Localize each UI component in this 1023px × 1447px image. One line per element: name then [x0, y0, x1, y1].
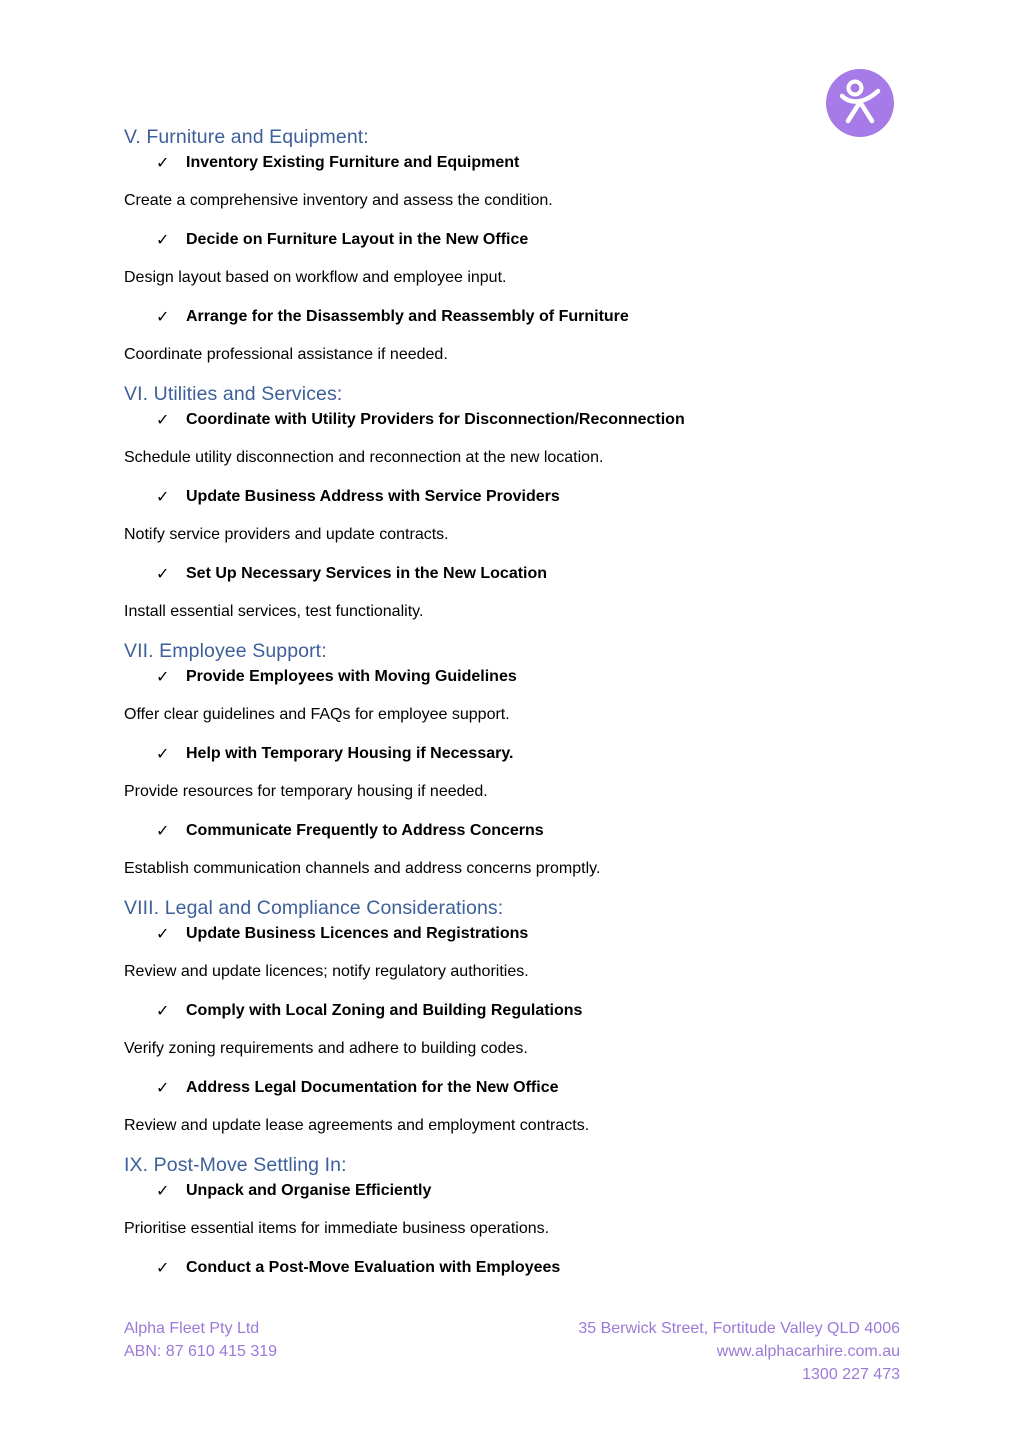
checkmark-icon: ✓	[156, 410, 170, 429]
section-heading: V. Furniture and Equipment:	[124, 126, 369, 148]
checkmark-icon: ✓	[156, 1181, 170, 1200]
checklist-item	[124, 408, 904, 432]
checklist-item-title: Unpack and Organise Efficiently	[186, 1182, 432, 1199]
item-description: Create a comprehensive inventory and assess the condition.	[124, 192, 553, 209]
item-description: Offer clear guidelines and FAQs for employee support.	[124, 706, 510, 723]
checklist-item-title: Inventory Existing Furniture and Equipment	[186, 154, 520, 171]
checklist-item-title: Comply with Local Zoning and Building Regulations	[186, 1002, 583, 1019]
item-description: Prioritise essential items for immediate business operations.	[124, 1220, 550, 1237]
checklist-item-title: Arrange for the Disassembly and Reassembly of Furniture	[186, 308, 629, 325]
footer-phone[interactable]: 1300 227 473	[802, 1366, 900, 1383]
checklist-item-title: Decide on Furniture Layout in the New Office	[186, 231, 529, 248]
checkmark-icon: ✓	[156, 744, 170, 763]
section-heading: VI. Utilities and Services:	[124, 383, 343, 405]
checklist-item	[124, 742, 904, 766]
checklist-item-title: Conduct a Post-Move Evaluation with Employees	[186, 1259, 561, 1276]
item-description: Verify zoning requirements and adhere to building codes.	[124, 1040, 528, 1057]
item-description: Schedule utility disconnection and reconnection at the new location.	[124, 449, 604, 466]
checkmark-icon: ✓	[156, 153, 170, 172]
checklist-item	[124, 562, 904, 586]
checklist-item-title: Update Business Licences and Registrations	[186, 925, 529, 942]
checklist-item	[124, 1076, 904, 1100]
checklist-item-title: Communicate Frequently to Address Concerns	[186, 822, 544, 839]
checkmark-icon: ✓	[156, 230, 170, 249]
footer-abn: ABN: 87 610 415 319	[124, 1343, 278, 1360]
footer-company-info	[124, 1317, 277, 1363]
checklist-item	[124, 485, 904, 509]
checklist-item-title: Provide Employees with Moving Guidelines	[186, 668, 517, 685]
checklist-item	[124, 665, 904, 689]
checkmark-icon: ✓	[156, 487, 170, 506]
footer-company-name: Alpha Fleet Pty Ltd	[124, 1320, 260, 1337]
item-description: Review and update lease agreements and employment contracts.	[124, 1117, 590, 1134]
item-description: Design layout based on workflow and employee input.	[124, 269, 507, 286]
section-heading: IX. Post-Move Settling In:	[124, 1154, 347, 1176]
document-body	[124, 124, 904, 1280]
item-description: Notify service providers and update contracts.	[124, 526, 449, 543]
checkmark-icon: ✓	[156, 1001, 170, 1020]
item-description: Review and update licences; notify regulatory authorities.	[124, 963, 529, 980]
checkmark-icon: ✓	[156, 1078, 170, 1097]
item-description: Provide resources for temporary housing if needed.	[124, 783, 488, 800]
checklist-item	[124, 1179, 904, 1203]
footer-address: 35 Berwick Street, Fortitude Valley QLD 4006	[578, 1320, 900, 1337]
checklist-item	[124, 999, 904, 1023]
checklist-item-title: Coordinate with Utility Providers for Disconnection/Reconnection	[186, 411, 685, 428]
checklist-item-title: Update Business Address with Service Providers	[186, 488, 560, 505]
checklist-item	[124, 1256, 904, 1280]
checklist-item	[124, 151, 904, 175]
checklist-item	[124, 819, 904, 843]
item-description: Establish communication channels and address concerns promptly.	[124, 860, 601, 877]
footer-website-link[interactable]: www.alphacarhire.com.au	[716, 1343, 900, 1360]
section-heading: VIII. Legal and Compliance Considerations:	[124, 897, 504, 919]
checklist-item-title: Help with Temporary Housing if Necessary.	[186, 745, 514, 762]
checklist-item-title: Set Up Necessary Services in the New Location	[186, 565, 548, 582]
checklist-item-title: Address Legal Documentation for the New Office	[186, 1079, 559, 1096]
checkmark-icon: ✓	[156, 924, 170, 943]
footer-contact-info	[578, 1317, 900, 1386]
checkmark-icon: ✓	[156, 821, 170, 840]
checkmark-icon: ✓	[156, 564, 170, 583]
checkmark-icon: ✓	[156, 667, 170, 686]
checkmark-icon: ✓	[156, 307, 170, 326]
item-description: Coordinate professional assistance if needed.	[124, 346, 448, 363]
checklist-item	[124, 922, 904, 946]
checklist-item	[124, 305, 904, 329]
checklist-item	[124, 228, 904, 252]
section-heading: VII. Employee Support:	[124, 640, 327, 662]
item-description: Install essential services, test functionality.	[124, 603, 424, 620]
checkmark-icon: ✓	[156, 1258, 170, 1277]
